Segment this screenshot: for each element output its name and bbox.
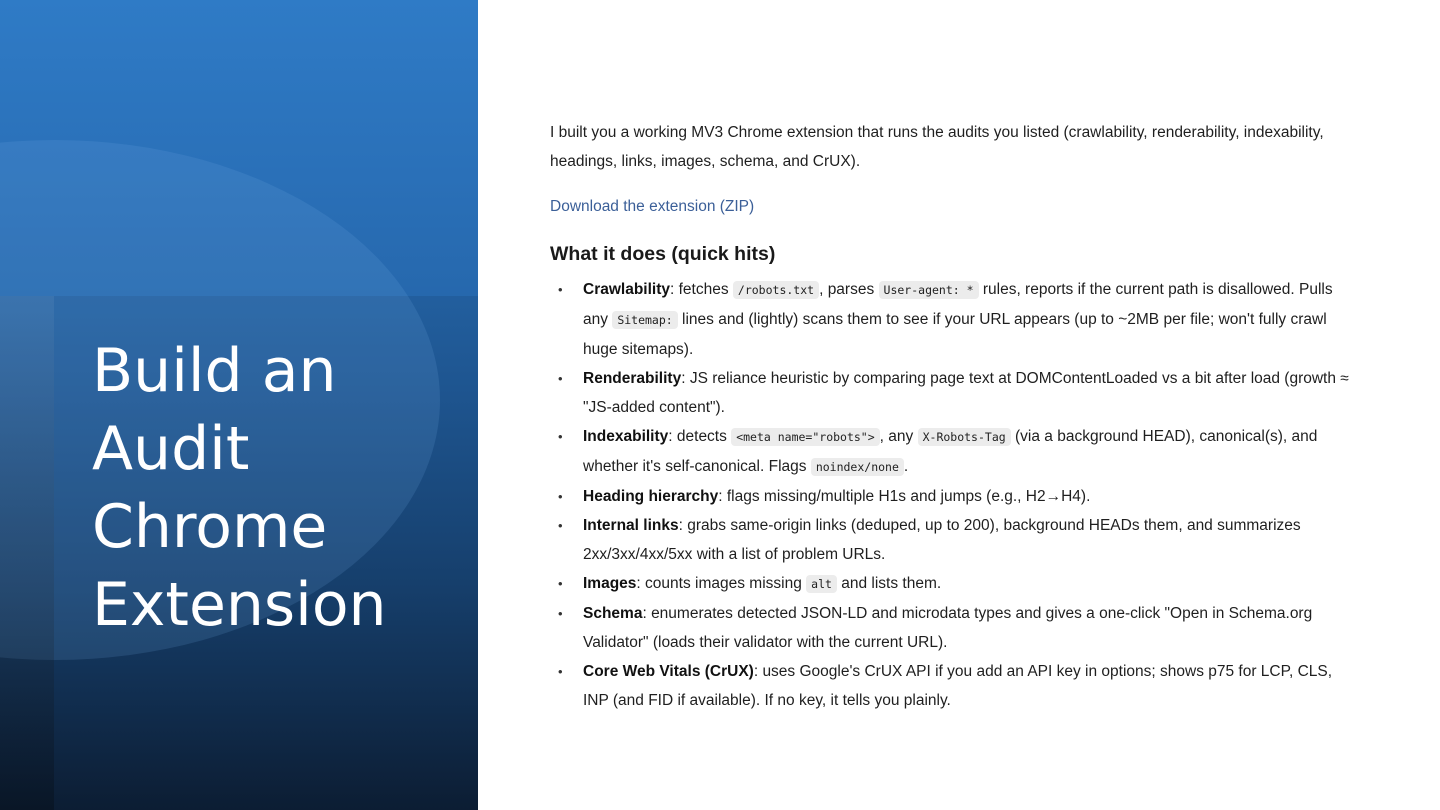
list-item-indexability: [550, 422, 1350, 482]
decorative-band: [0, 296, 54, 810]
list-item-text: , any: [879, 428, 918, 445]
bullet-icon: •: [558, 606, 563, 621]
list-item-term: Internal links: [583, 517, 679, 534]
code-user-agent: User-agent: *: [879, 281, 979, 299]
bullet-icon: •: [558, 282, 563, 297]
bullet-icon: •: [558, 576, 563, 591]
list-item-text: lines and (lightly) scans them to see if your URL appears (up to ~2MB per file; won't fully crawl huge sitemaps).: [583, 311, 1327, 358]
code-sitemap: Sitemap:: [612, 311, 677, 329]
list-item-term: Images: [583, 575, 637, 592]
list-item-term: Renderability: [583, 370, 682, 387]
bullet-icon: •: [558, 489, 563, 504]
list-item-crawlability: [550, 275, 1350, 364]
code-x-robots-tag: X-Robots-Tag: [918, 428, 1011, 446]
download-extension-link[interactable]: Download the extension (ZIP): [550, 198, 755, 215]
list-item-text: : enumerates detected JSON-LD and microdata types and gives a one-click "Open in Schema.org Validator" (loads their validator with the current URL).: [583, 605, 1313, 651]
list-item-term: Schema: [583, 605, 643, 622]
list-item-term: Crawlability: [583, 281, 670, 298]
list-item-text: : JS reliance heuristic by comparing page text at DOMContentLoaded vs a bit after load (growth ≈ "JS-added content").: [583, 370, 1349, 416]
list-item-text: : grabs same-origin links (deduped, up to 200), background HEADs them, and summarizes 2xx/3xx/4xx/5xx with a list of problem URLs.: [583, 517, 1301, 563]
list-item-text: .: [903, 458, 909, 475]
list-item-core-web-vitals: [550, 657, 1350, 715]
list-item-internal-links: [550, 511, 1350, 569]
list-item-term: Indexability: [583, 428, 669, 445]
list-item-schema: [550, 599, 1350, 657]
bullet-icon: •: [558, 429, 563, 444]
section-heading: What it does (quick hits): [550, 243, 776, 265]
list-item-images: [550, 569, 1350, 599]
list-item-text: and lists them.: [836, 575, 942, 592]
feature-list: [550, 275, 1350, 715]
list-item-headings: [550, 482, 1350, 511]
list-item-text: : uses Google's CrUX API if you add an API key in options; shows p75 for LCP, CLS, INP (and FID if available). If no key, it tells you plainly.: [583, 663, 1333, 709]
bullet-icon: •: [558, 518, 563, 533]
bullet-icon: •: [558, 371, 563, 386]
code-meta-robots: <meta name="robots">: [731, 428, 879, 446]
list-item-term: Heading hierarchy: [583, 488, 719, 505]
list-item-text: (via a background HEAD), canonical(s), and whether it's self-canonical. Flags: [583, 428, 1318, 475]
list-item-text: : fetches: [670, 281, 733, 298]
code-robots-txt: /robots.txt: [733, 281, 819, 299]
slide-title: Build an Audit Chrome Extension: [92, 336, 387, 640]
list-item-text: : detects: [668, 428, 732, 445]
list-item-text: , parses: [819, 281, 879, 298]
list-item-term: Core Web Vitals (CrUX): [583, 663, 754, 680]
list-item-text: : counts images missing: [636, 575, 807, 592]
content-area: [550, 118, 1350, 715]
list-item-text: rules, reports if the current path is disallowed. Pulls any: [583, 281, 1333, 328]
code-noindex: noindex/none: [811, 458, 904, 476]
list-item-text: : flags missing/multiple H1s and jumps (e.g., H2→H4).: [718, 488, 1091, 505]
title-panel: [0, 0, 478, 810]
intro-paragraph: I built you a working MV3 Chrome extension that runs the audits you listed (crawlability, renderability, indexability, headings, links, images, schema, and CrUX).: [550, 124, 1324, 170]
list-item-renderability: [550, 364, 1350, 422]
code-alt: alt: [806, 575, 837, 593]
bullet-icon: •: [558, 664, 563, 679]
